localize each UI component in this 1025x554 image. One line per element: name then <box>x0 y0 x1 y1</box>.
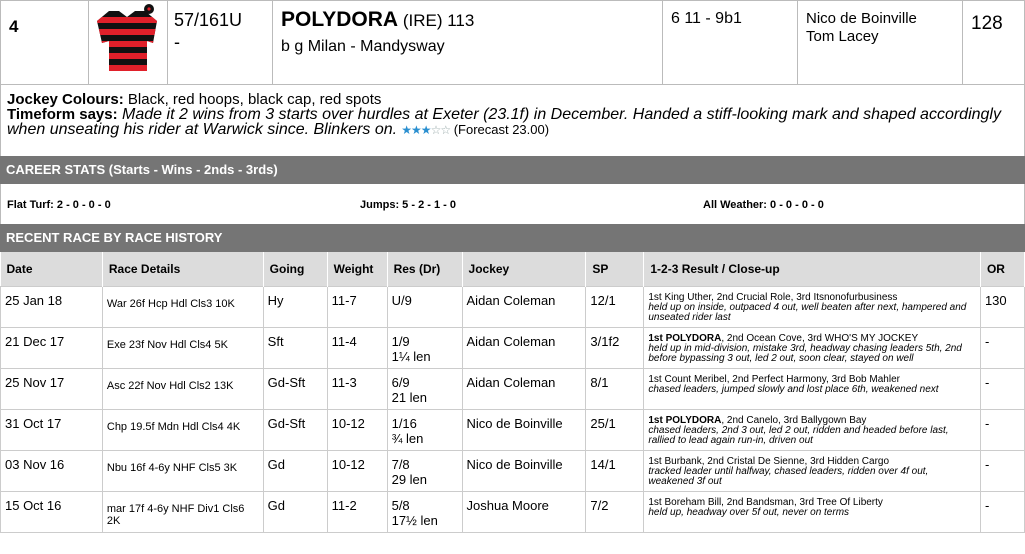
result-position: 1/16 <box>391 416 417 431</box>
race-history-header: RECENT RACE BY RACE HISTORY <box>0 224 1025 252</box>
runner-header <box>0 0 1025 85</box>
race-jockey[interactable]: Joshua Moore <box>462 492 586 533</box>
race-weight: 11-4 <box>327 328 387 369</box>
table-header-row <box>1 252 1025 287</box>
race-history-table <box>0 252 1025 533</box>
result-distance: 17½ len <box>391 513 438 528</box>
table-row <box>1 287 1025 328</box>
column-header: Race Details <box>102 252 263 287</box>
race-jockey[interactable]: Nico de Boinville <box>462 451 586 492</box>
race-date: 15 Oct 16 <box>1 492 103 533</box>
all-weather-stats: All Weather: 0 - 0 - 0 - 0 <box>703 199 824 211</box>
closeup-comment: chased leaders, 2nd 3 out, led 2 out, ridden and headed before last, rallied to lead again run-in, driven out <box>648 425 949 446</box>
horse-name[interactable]: POLYDORA <box>281 8 399 31</box>
race-or: - <box>980 451 1024 492</box>
career-stats <box>0 184 1025 224</box>
race-or: - <box>980 492 1024 533</box>
star-rating-icon <box>401 123 450 137</box>
race-result <box>387 287 462 328</box>
jockey-trainer <box>798 1 963 85</box>
stars-empty: ☆☆ <box>430 123 451 137</box>
race-or: - <box>980 410 1024 451</box>
race-result <box>387 369 462 410</box>
closeup-comment: held up, headway over 5f out, never on terms <box>648 507 850 518</box>
jockey-colours-label: Jockey Colours: <box>7 91 124 108</box>
starting-price: 8/1 <box>586 369 644 410</box>
result-position: 6/9 <box>391 375 410 390</box>
runner-info <box>0 80 1025 156</box>
stars-filled: ★★★ <box>401 123 431 137</box>
horse-breeding: b g Milan - Mandysway <box>281 38 445 55</box>
race-going: Gd-Sft <box>263 369 327 410</box>
trainer-name[interactable]: Tom Lacey <box>806 28 879 45</box>
race-going: Gd <box>263 492 327 533</box>
career-stats-header: CAREER STATS (Starts - Wins - 2nds - 3rds) <box>0 156 1025 184</box>
race-details[interactable]: Chp 19.5f Mdn Hdl Cls4 4K <box>102 410 263 451</box>
race-closeup <box>644 369 981 410</box>
race-date: 25 Jan 18 <box>1 287 103 328</box>
closeup-comment: held up in mid-division, mistake 3rd, headway chasing leaders 5th, 2nd before bypassing 3 out, led 2 out, soon clear, stayed on well <box>648 343 962 364</box>
race-closeup <box>644 328 981 369</box>
jockey-colours <box>7 92 1024 107</box>
horse-details <box>273 1 663 85</box>
race-closeup <box>644 287 981 328</box>
race-details[interactable]: War 26f Hcp Hdl Cls3 10K <box>102 287 263 328</box>
horse-country-rating: (IRE) 113 <box>398 11 475 30</box>
flat-turf-stats: Flat Turf: 2 - 0 - 0 - 0 <box>7 199 111 211</box>
race-closeup <box>644 410 981 451</box>
race-date: 03 Nov 16 <box>1 451 103 492</box>
race-result <box>387 492 462 533</box>
form-figures: 57/161U <box>174 10 243 30</box>
result-distance: 29 len <box>391 472 428 487</box>
race-going: Gd-Sft <box>263 410 327 451</box>
race-or: 130 <box>980 287 1024 328</box>
starting-price: 14/1 <box>586 451 644 492</box>
timeform-label: Timeform says: <box>7 106 118 123</box>
race-result <box>387 410 462 451</box>
closeup-comment: held up on inside, outpaced 4 out, well beaten after next, hampered and unseated rider last <box>648 302 967 323</box>
race-date: 21 Dec 17 <box>1 328 103 369</box>
table-row <box>1 492 1025 533</box>
race-or: - <box>980 369 1024 410</box>
race-closeup <box>644 451 981 492</box>
jockey-name[interactable]: Nico de Boinville <box>806 10 917 27</box>
table-row <box>1 328 1025 369</box>
race-going: Sft <box>263 328 327 369</box>
race-closeup <box>644 492 981 533</box>
race-going: Gd <box>263 451 327 492</box>
column-header: Jockey <box>462 252 586 287</box>
result-distance: 1¼ len <box>391 349 431 364</box>
race-weight: 11-3 <box>327 369 387 410</box>
race-going: Hy <box>263 287 327 328</box>
starting-price: 3/1f2 <box>586 328 644 369</box>
jumps-stats: Jumps: 5 - 2 - 1 - 0 <box>360 199 456 211</box>
race-jockey[interactable]: Aidan Coleman <box>462 328 586 369</box>
result-placings: , 2nd Ocean Cove, 3rd WHO'S MY JOCKEY <box>721 333 919 344</box>
race-result <box>387 328 462 369</box>
table-row <box>1 451 1025 492</box>
race-weight: 11-2 <box>327 492 387 533</box>
result-placings: 1st King Uther, 2nd Crucial Role, 3rd Itsnonofurbusiness <box>648 292 898 303</box>
result-placings: , 2nd Canelo, 3rd Ballygown Bay <box>721 415 867 426</box>
result-winner-bold: 1st POLYDORA <box>648 333 722 344</box>
column-header: 1-2-3 Result / Close-up <box>644 252 981 287</box>
race-jockey[interactable]: Aidan Coleman <box>462 369 586 410</box>
result-winner-bold: 1st POLYDORA <box>648 415 722 426</box>
jockey-colours-value: Black, red hoops, black cap, red spots <box>123 91 382 108</box>
result-position: 7/8 <box>391 457 410 472</box>
result-position: U/9 <box>391 293 412 308</box>
jockey-silk-icon <box>89 1 168 85</box>
form-figures-line2: - <box>174 32 180 52</box>
column-header: Weight <box>327 252 387 287</box>
starting-price: 7/2 <box>586 492 644 533</box>
result-distance: 21 len <box>391 390 428 405</box>
race-or: - <box>980 328 1024 369</box>
result-placings: 1st Burbank, 2nd Cristal De Sienne, 3rd Hidden Cargo <box>648 456 890 467</box>
closeup-comment: tracked leader until halfway, chased leaders, ridden over 4f out, weakened 3f out <box>648 466 929 487</box>
recent-form <box>168 1 273 85</box>
race-result <box>387 451 462 492</box>
column-header: Res (Dr) <box>387 252 462 287</box>
timeform-text: Made it 2 wins from 3 starts over hurdles at Exeter (23.1f) in December. Handed a stiff-looking mark and shaped accordingly when unseating his rider at Warwick since. Blinkers on. <box>7 106 1001 138</box>
race-details[interactable]: Nbu 16f 4-6y NHF Cls5 3K <box>102 451 263 492</box>
race-details[interactable]: Asc 22f Nov Hdl Cls2 13K <box>102 369 263 410</box>
forecast-price: (Forecast 23.00) <box>450 122 550 137</box>
race-jockey[interactable]: Aidan Coleman <box>462 287 586 328</box>
result-placings: 1st Count Meribel, 2nd Perfect Harmony, 3rd Bob Mahler <box>648 374 900 385</box>
timeform-comment <box>7 107 1024 138</box>
race-weight: 10-12 <box>327 410 387 451</box>
result-position: 5/8 <box>391 498 410 513</box>
result-placings: 1st Boreham Bill, 2nd Bandsman, 3rd Tree Of Liberty <box>648 497 883 508</box>
column-header: SP <box>586 252 644 287</box>
race-weight: 10-12 <box>327 451 387 492</box>
result-position: 1/9 <box>391 334 410 349</box>
table-row <box>1 369 1025 410</box>
result-distance: ¾ len <box>391 431 424 446</box>
closeup-comment: chased leaders, jumped slowly and lost place 6th, weakened next <box>648 384 939 395</box>
official-rating: 128 <box>963 1 1025 85</box>
column-header: OR <box>980 252 1024 287</box>
starting-price: 25/1 <box>586 410 644 451</box>
race-jockey[interactable]: Nico de Boinville <box>462 410 586 451</box>
column-header: Date <box>1 252 103 287</box>
race-details[interactable]: Exe 23f Nov Hdl Cls4 5K <box>102 328 263 369</box>
age-weight: 6 11 - 9b1 <box>663 1 798 85</box>
race-date: 25 Nov 17 <box>1 369 103 410</box>
race-details[interactable]: mar 17f 4-6y NHF Div1 Cls6 2K <box>102 492 263 533</box>
column-header: Going <box>263 252 327 287</box>
runner-number: 4 <box>1 1 89 85</box>
table-row <box>1 410 1025 451</box>
race-date: 31 Oct 17 <box>1 410 103 451</box>
race-weight: 11-7 <box>327 287 387 328</box>
starting-price: 12/1 <box>586 287 644 328</box>
